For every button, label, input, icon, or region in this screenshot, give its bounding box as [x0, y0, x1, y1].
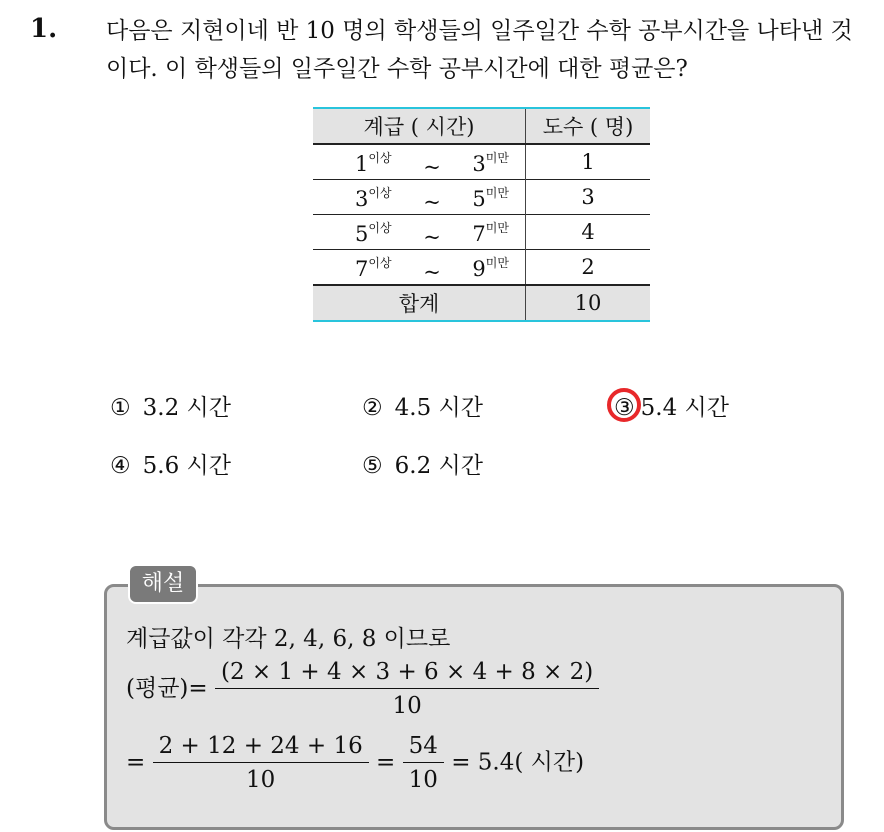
mean-label: (평균)=: [126, 675, 208, 702]
solution-tag: 해설: [128, 564, 198, 604]
class-range: $5^{이상}$ ~ $7^{미만}$: [313, 215, 526, 250]
table-row: [313, 250, 650, 286]
question-number: 1.: [30, 14, 58, 44]
class-range: $1^{이상}$ ~ $3^{미만}$: [313, 144, 526, 180]
table-total-row: [313, 285, 650, 321]
choice-4[interactable]: ④ 5.6 시간: [110, 453, 231, 479]
choice-5[interactable]: ⑤ 6.2 시간: [362, 453, 483, 479]
frequency-value: 2: [581, 255, 595, 279]
total-value: 10: [574, 291, 602, 315]
table-header-row: [313, 108, 650, 144]
frequency-value: 3: [581, 185, 595, 209]
frequency-value: 4: [581, 220, 595, 244]
solution-line-2: [126, 656, 599, 723]
class-range: $7^{이상}$ ~ $9^{미만}$: [313, 250, 526, 286]
header-class: 계급 ( 시간): [313, 108, 526, 144]
choice-3[interactable]: ③ 5.4 시간: [614, 392, 729, 424]
frequency-value: 1: [581, 150, 595, 174]
solution-line-1: 계급값이 각각 2, 4, 6, 8 이므로: [126, 626, 451, 652]
choice-2[interactable]: ② 4.5 시간: [362, 395, 483, 421]
fraction: $\frac{54}{10}$: [403, 730, 444, 797]
table-row: [313, 144, 650, 180]
table-row: [313, 215, 650, 250]
solution-line-3: = $\frac{2 + 12 + 24 + 16}{10}$ = $\frac{54}{10}$ = 5.4( 시간): [126, 730, 584, 797]
frequency-table: [313, 107, 650, 322]
choice-1[interactable]: ① 3.2 시간: [110, 395, 231, 421]
question-text: 다음은 지현이네 반 10 명의 학생들의 일주일간 수학 공부시간을 나타낸 것이다. 이 학생들의 일주일간 수학 공부시간에 대한 평균은?: [106, 18, 853, 82]
class-range: $3^{이상}$ ~ $5^{미만}$: [313, 180, 526, 215]
result-text: = 5.4( 시간): [451, 749, 585, 776]
fraction: $\frac{(2 \times 1 + 4 \times 3 + 6 \times 4 + 8 \times 2)}{10}$: [215, 656, 599, 723]
total-label: 합계: [313, 285, 526, 321]
table-row: [313, 180, 650, 215]
answer-circle-icon: [607, 388, 641, 422]
header-frequency: 도수 ( 명): [542, 115, 634, 139]
fraction: $\frac{2 + 12 + 24 + 16}{10}$: [153, 730, 369, 797]
